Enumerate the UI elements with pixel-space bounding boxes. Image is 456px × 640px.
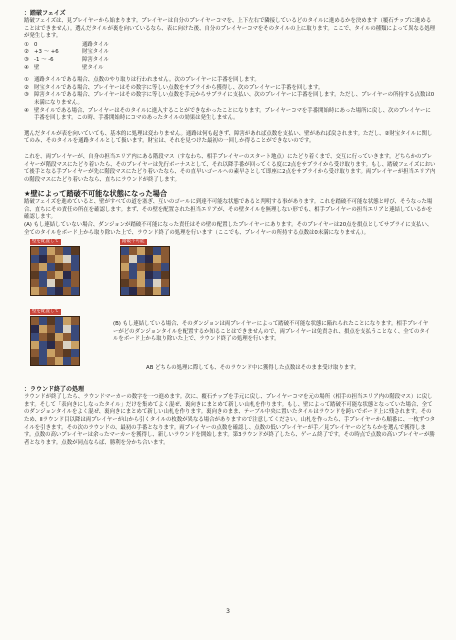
board-tile — [71, 341, 79, 349]
rule-row — [24, 92, 436, 107]
figure-label: 踏破不可能 — [122, 239, 145, 245]
board-tile — [47, 341, 55, 349]
board-tile — [63, 271, 71, 279]
rule-text: 通路タイルである場合、点数のやり取りは行われません。次のプレイヤーに手番を回します。 — [34, 77, 260, 84]
board-tile — [63, 263, 71, 271]
board-tile — [31, 287, 39, 295]
board-tile — [129, 255, 137, 263]
rule-text: 財宝タイルである場合、プレイヤーはその数字に等しい点数をサプライから獲得し、次のプレイヤーに手番を回します。 — [34, 84, 324, 91]
tile-name: 障害タイル — [82, 56, 109, 63]
board-tile — [31, 263, 39, 271]
board-tile — [137, 279, 145, 287]
board-tile — [55, 349, 63, 357]
blocked-case-b: (B) もし連結している場合、そのダンジョンは両プレイヤーによって踏破不可能な状態に陥れられたことになります。相手プレイヤーがどのダンジョンタイルを配置するか知ることはできませんので、両プレイヤーは免責され、損点を支払うことなく、全てのタイルをボード上から取り除いた上で、ラウンド終了の処理を行います。 — [113, 321, 431, 343]
board-tile — [63, 357, 71, 365]
blocked-note: AB どちらの処理に際しても、そのラウンド中に獲得した点数はそのまま受け取ります。 — [146, 365, 360, 372]
board-tile — [39, 279, 47, 287]
board-tile — [55, 263, 63, 271]
board-tile — [121, 263, 129, 271]
board-tile — [39, 349, 47, 357]
board-tile — [153, 255, 161, 263]
board-tile — [145, 247, 153, 255]
board-tile — [153, 279, 161, 287]
section-title-blocked: ★壁によって踏破不可能な状態になった場合 — [24, 189, 168, 199]
board-tile — [47, 279, 55, 287]
board-tile — [39, 341, 47, 349]
board-tile — [31, 271, 39, 279]
board-tile — [31, 247, 39, 255]
tile-value: +3 〜 +6 — [34, 49, 59, 56]
board-tile — [71, 271, 79, 279]
board-tile — [55, 357, 63, 365]
dungeon-board — [120, 246, 170, 296]
board-tile — [31, 349, 39, 357]
figure-b1 — [28, 309, 86, 369]
intro-paragraph: 踏破フェイズは、見プレイヤーから始まります。プレイヤーは自分のプレイヤーコマを、上下左右で隣接しているどのタイルに進めるかを決めます（覆石チップに進めることはできません）。選んだタイルが裏を向いているなら、表に向けた後、自分のプレイヤーコマをそのタイルの上に取ります。ここで、タイルの種類によって異なる処理が発生します。 — [24, 18, 436, 40]
board-tile — [137, 247, 145, 255]
board-tile — [129, 287, 137, 295]
board-tile — [47, 263, 55, 271]
tile-value: 0 — [34, 41, 38, 48]
board-tile — [31, 325, 39, 333]
board-tile — [55, 341, 63, 349]
board-tile — [153, 247, 161, 255]
board-tile — [121, 287, 129, 295]
board-tile — [47, 287, 55, 295]
board-tile — [145, 255, 153, 263]
figure-a2 — [118, 239, 178, 299]
board-tile — [71, 325, 79, 333]
board-tile — [63, 287, 71, 295]
board-tile — [161, 271, 169, 279]
board-tile — [63, 255, 71, 263]
board-tile — [55, 333, 63, 341]
tile-value: -1 〜 -6 — [34, 56, 54, 63]
board-tile — [39, 287, 47, 295]
board-tile — [71, 263, 79, 271]
tile-number: ③ — [24, 56, 29, 63]
figure-label: 壁を配置して — [32, 309, 59, 315]
board-tile — [63, 325, 71, 333]
section-title-phase: ：踏破フェイズ — [24, 10, 66, 17]
board-tile — [63, 247, 71, 255]
board-tile — [31, 357, 39, 365]
board-tile — [71, 279, 79, 287]
board-tile — [161, 287, 169, 295]
board-tile — [71, 333, 79, 341]
goal-paragraph: これを、両プレイヤーが、自身の担当エリア内にある階段マス（すなわち、相手プレイヤーのスタート地点）にたどり着くまで、交互に行っていきます。どちらかのプレイヤーが階段マスにたどり着いたら、そのプレイヤーは先行ボーナスとして、それ以降手番が回ってくる度に2点をサプライから受け取ります。もし、踏破フェイズにおいて後手となる手プレイヤーが先に階段マスにたどり着いたなら、その直早いゴールへの素早さとして即座に2点をサプライから受け取ります。両プレイヤーが担当エリア内の階段マスにたどり着いたなら、直ちにラウンドが終了します。 — [24, 153, 436, 183]
board-tile — [47, 271, 55, 279]
board-tile — [39, 317, 47, 325]
rule-number: ① — [24, 77, 29, 84]
tile-row — [24, 57, 436, 65]
board-tile — [137, 287, 145, 295]
board-tile — [129, 279, 137, 287]
rule-text: 障害タイルである場合、プレイヤーはその数字に等しい点数を手元からサプライに支払い、次のプレイヤーに手番を回します。ただし、プレイヤーの所持する点数は0未満になりません。 — [34, 92, 435, 106]
board-tile — [31, 341, 39, 349]
rule-number: ② — [24, 84, 29, 91]
dungeon-board — [30, 316, 80, 366]
rule-row — [24, 77, 436, 85]
board-tile — [39, 263, 47, 271]
board-tile — [55, 255, 63, 263]
revealed-tile-paragraph: 選んだタイルが表を向いていても、基本的に処理は変わりません。通路は何も起きず、障害があれば点数を支払い、壁があれば戻されます。ただし、②財宝タイルに関してのみ、そのタイルを通路タイルとして扱います。財宝は、それを見つけた最初の一回しか得ることができないのです。 — [24, 130, 433, 145]
board-tile — [71, 247, 79, 255]
tile-rules-list — [24, 77, 436, 123]
tile-number: ② — [24, 49, 29, 56]
board-tile — [39, 255, 47, 263]
board-tile — [63, 279, 71, 287]
board-tile — [47, 349, 55, 357]
board-tile — [63, 341, 71, 349]
rule-text: 壁タイルである場合、プレイヤーはそのタイルに進入することができなかったことになります。プレイヤーコマを手番開始時にあった場所に戻し、次のプレイヤーに手番を回します。この時、手番開始時にコマのあったタイルの効果は発生しません。 — [34, 107, 431, 122]
blocked-paragraph: 踏破フェイズを進めていると、壁がすべての道を塞ぎ、互いのゴールに到達不可能な状態であると判明する事があります。これを踏破不可能な状態と呼び、そうなった場合、直ちにその責任の所在を確認します。まず、その壁を配置された担当エリアが、その壁タイルを無理しない形でも、相手プレイヤーの担当エリアと連結しているかを確認します。 — [24, 199, 433, 221]
board-tile — [39, 325, 47, 333]
board-tile — [63, 349, 71, 357]
board-tile — [153, 287, 161, 295]
board-tile — [121, 271, 129, 279]
example-figures — [24, 237, 436, 381]
tile-number: ④ — [24, 64, 29, 71]
board-tile — [55, 325, 63, 333]
board-tile — [121, 279, 129, 287]
board-tile — [71, 255, 79, 263]
board-tile — [161, 263, 169, 271]
board-tile — [39, 271, 47, 279]
board-tile — [129, 263, 137, 271]
rule-row — [24, 108, 436, 123]
board-tile — [153, 271, 161, 279]
board-tile — [153, 263, 161, 271]
blocked-case-a: (A) もし連結していない場合、ダンジョンが踏破不可能になった責任はその壁の配置したプレイヤーにあります。そのプレイヤーは20点を損点としてサプライに支払い、全てのタイルをボード上から取り除いた上で、ラウンド終了の処理を行います（ここでも、プレイヤーの所持する点数は0未満になりません）。 — [24, 222, 433, 236]
board-tile — [47, 333, 55, 341]
board-tile — [71, 357, 79, 365]
section-title-round-end: ：ラウンド終了の処理 — [24, 386, 85, 394]
board-tile — [161, 279, 169, 287]
board-tile — [47, 317, 55, 325]
board-tile — [55, 317, 63, 325]
tile-row — [24, 49, 436, 57]
board-tile — [55, 279, 63, 287]
board-tile — [145, 263, 153, 271]
tile-number: ① — [24, 41, 29, 48]
round-end-paragraph: ラウンドが終了したら、ラウンドマーカーの数字を一つ進めます。次に、覆石チップを手元に戻し、プレイヤーコマを元の場所（相手の担当エリア内の階段マス）に戻します。そして「表向きにしなったタイル」だけを集めてよく混ぜ、裏向きにまとめて新しい山札を作ります。もし、壁によって踏破不可能な状態となっていた場合、全てのダンジョンタイルをよく混ぜ、裏向きにまとめて新しい山札を作ります。裏向きのまま、テーブル中央に置いたタイルはラウンドを跨いでボード上に残されます。そのため、Ⅱラウンド目以降は両プレイヤーが山から引くタイルの枚数が異なる場合がありますので注意してください。山札を作ったら、手プレイヤーから順番に、一枚ずつタイルを引きます。その次のラウンドの、最初の手番となります。両プレイヤーの点数を確認し、点数の低いプレイヤーが手／見プレイヤーのどちらかを選んで獲得します。点数の高いプレイヤーは余ったマーカーを獲得し、新しいラウンドを開始します。第3ラウンドが終了したら、ゲーム終了です。その時点で点数の高いプレイヤーが勝者となります。点数が同点ならば、勝利を分かち合います。 — [24, 394, 436, 446]
board-tile — [55, 287, 63, 295]
board-tile — [63, 333, 71, 341]
board-tile — [47, 325, 55, 333]
rule-number: ④ — [24, 107, 29, 114]
board-tile — [121, 247, 129, 255]
page-number: 3 — [226, 608, 230, 615]
board-tile — [31, 279, 39, 287]
board-tile — [39, 333, 47, 341]
tile-name: 通路タイル — [82, 41, 109, 48]
board-tile — [137, 255, 145, 263]
board-tile — [129, 247, 137, 255]
board-tile — [55, 247, 63, 255]
dungeon-board — [30, 246, 80, 296]
board-tile — [47, 247, 55, 255]
board-tile — [39, 247, 47, 255]
board-tile — [47, 357, 55, 365]
board-tile — [47, 255, 55, 263]
board-tile — [71, 349, 79, 357]
board-tile — [145, 287, 153, 295]
board-tile — [129, 271, 137, 279]
board-tile — [161, 255, 169, 263]
tile-name: 壁タイル — [82, 64, 104, 71]
board-tile — [137, 263, 145, 271]
figure-a1 — [28, 239, 86, 299]
board-tile — [145, 279, 153, 287]
board-tile — [39, 357, 47, 365]
figure-label: 壁を配置して — [32, 239, 59, 245]
board-tile — [71, 317, 79, 325]
tile-type-list — [24, 42, 436, 72]
tile-row — [24, 65, 436, 73]
tile-name: 財宝タイル — [82, 49, 109, 56]
board-tile — [31, 333, 39, 341]
board-tile — [55, 271, 63, 279]
rule-number: ③ — [24, 92, 29, 99]
board-tile — [63, 317, 71, 325]
tile-value: 壁 — [34, 64, 40, 71]
board-tile — [31, 317, 39, 325]
board-tile — [71, 287, 79, 295]
board-tile — [145, 271, 153, 279]
board-tile — [161, 247, 169, 255]
board-tile — [137, 271, 145, 279]
board-tile — [31, 255, 39, 263]
document-page — [24, 10, 436, 447]
board-tile — [121, 255, 129, 263]
